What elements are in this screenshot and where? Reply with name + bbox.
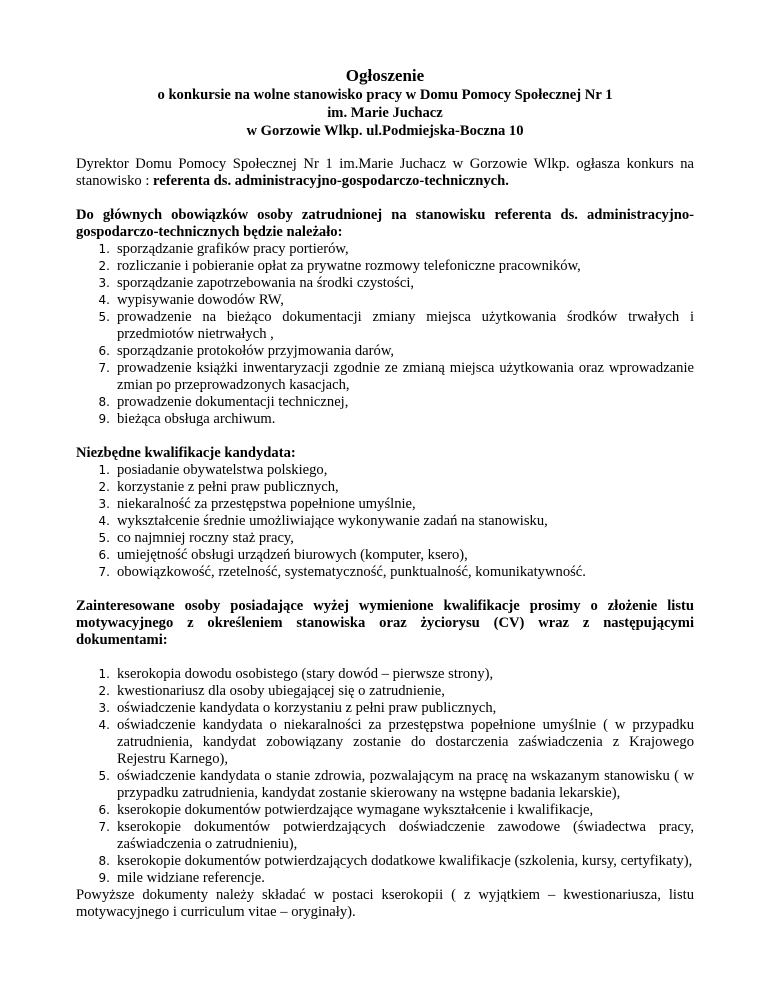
list-item-number: 7.: [98, 565, 110, 579]
intro-paragraph: [76, 156, 694, 190]
list-item-number: 1.: [98, 463, 110, 477]
list-item: [76, 411, 694, 428]
qualifications-heading: Niezbędne kwalifikacje kandydata:: [76, 445, 296, 461]
list-item: [76, 513, 694, 530]
list-item: [76, 530, 694, 547]
list-item-text: sporządzanie grafików pracy portierów,: [117, 241, 349, 257]
list-item-number: 8.: [98, 854, 110, 868]
list-item-number: 6.: [98, 344, 110, 358]
list-item-number: 7.: [98, 820, 110, 834]
subtitle-line-3: w Gorzowie Wlkp. ul.Podmiejska-Boczna 10: [246, 123, 524, 139]
list-item-text: oświadczenie kandydata o stanie zdrowia, pozwalającym na pracę na wskazanym stanowisku ( w przypadku zatrudnienia, kandydat zostanie skierowany na wstępne badania lekarskie),: [117, 768, 694, 801]
document-page: [76, 66, 694, 921]
list-item-number: 3.: [98, 701, 110, 715]
list-item: [76, 547, 694, 564]
list-item: [76, 309, 694, 343]
list-item: [76, 462, 694, 479]
document-title: Ogłoszenie: [345, 66, 425, 85]
list-item: [76, 683, 694, 700]
list-item-text: prowadzenie na bieżąco dokumentacji zmiany miejsca użytkowania środków trwałych i przedmiotów nietrwałych ,: [117, 309, 694, 342]
list-item-text: korzystanie z pełni praw publicznych,: [117, 479, 339, 495]
subtitle-line-2: im. Marie Juchacz: [327, 105, 443, 121]
list-item-text: prowadzenie książki inwentaryzacji zgodnie ze zmianą miejsca użytkowania oraz wprowadzanie zmian po przeprowadzonych kasacjach,: [117, 360, 694, 393]
documents-heading: Zainteresowane osoby posiadające wyżej wymienione kwalifikacje prosimy o złożenie listu motywacyjnego z określeniem stanowiska oraz życiorysu (CV) wraz z następującymi dokumentami:: [76, 598, 694, 648]
subtitle-line-1: o konkursie na wolne stanowisko pracy w Domu Pomocy Społecznej Nr 1: [157, 87, 613, 103]
list-item-text: kwestionariusz dla osoby ubiegającej się o zatrudnienie,: [117, 683, 445, 699]
list-item-text: kserokopie dokumentów potwierdzające wymagane wykształcenie i kwalifikacje,: [117, 802, 594, 818]
list-item-number: 6.: [98, 803, 110, 817]
documents-list: [76, 666, 694, 887]
list-item-number: 2.: [98, 684, 110, 698]
list-item: [76, 802, 694, 819]
list-item-text: kserokopie dokumentów potwierdzających doświadczenie zawodowe (świadectwa pracy, zaświadczenia o zatrudnieniu),: [117, 819, 694, 852]
list-item-text: obowiązkowość, rzetelność, systematyczność, punktualność, komunikatywność.: [117, 564, 586, 580]
list-item-text: prowadzenie dokumentacji technicznej,: [117, 394, 349, 410]
list-item-number: 2.: [98, 259, 110, 273]
list-item: [76, 700, 694, 717]
list-item: [76, 241, 694, 258]
list-item-number: 5.: [98, 769, 110, 783]
list-item-text: umiejętność obsługi urządzeń biurowych (komputer, ksero),: [117, 547, 468, 563]
list-item-text: bieżąca obsługa archiwum.: [117, 411, 276, 427]
list-item-text: sporządzanie protokołów przyjmowania darów,: [117, 343, 395, 359]
list-item-text: kserokopie dokumentów potwierdzających dodatkowe kwalifikacje (szkolenia, kursy, certyfikaty),: [117, 853, 693, 869]
list-item-text: posiadanie obywatelstwa polskiego,: [117, 462, 328, 478]
list-item-text: wykształcenie średnie umożliwiające wykonywanie zadań na stanowisku,: [117, 513, 548, 529]
list-item-number: 1.: [98, 242, 110, 256]
list-item-number: 7.: [98, 361, 110, 375]
list-item-text: wypisywanie dowodów RW,: [117, 292, 284, 308]
list-item-number: 3.: [98, 497, 110, 511]
list-item-number: 9.: [98, 871, 110, 885]
list-item-number: 5.: [98, 310, 110, 324]
list-item-number: 6.: [98, 548, 110, 562]
duties-list: [76, 241, 694, 428]
list-item-number: 4.: [98, 514, 110, 528]
list-item: [76, 717, 694, 768]
footer-paragraph: Powyższe dokumenty należy składać w postaci kserokopii ( z wyjątkiem – kwestionariusza, listu motywacyjnego i curriculum vitae – oryginały).: [76, 887, 694, 920]
list-item: [76, 768, 694, 802]
list-item-text: mile widziane referencje.: [117, 870, 265, 886]
list-item-text: co najmniej roczny staż pracy,: [117, 530, 294, 546]
list-item-number: 3.: [98, 276, 110, 290]
list-item-number: 2.: [98, 480, 110, 494]
list-item: [76, 343, 694, 360]
intro-text: Dyrektor Domu Pomocy Społecznej Nr 1 im.Marie Juchacz w Gorzowie Wlkp. ogłasza konkurs na stanowisko :: [76, 156, 694, 189]
list-item: [76, 819, 694, 853]
list-item: [76, 292, 694, 309]
list-item-text: niekaralność za przestępstwa popełnione umyślnie,: [117, 496, 416, 512]
list-item: [76, 853, 694, 870]
list-item: [76, 360, 694, 394]
list-item: [76, 479, 694, 496]
list-item-number: 5.: [98, 531, 110, 545]
list-item: [76, 870, 694, 887]
list-item-number: 9.: [98, 412, 110, 426]
list-item: [76, 666, 694, 683]
list-item-text: oświadczenie kandydata o niekaralności za przestępstwa popełnione umyślnie ( w przypadku zatrudnienia, kandydat zobowiązany zostanie do dostarczenia zaświadczenia z Krajowego Rejestru Karnego),: [117, 717, 694, 767]
list-item-number: 1.: [98, 667, 110, 681]
list-item-text: oświadczenie kandydata o korzystaniu z pełni praw publicznych,: [117, 700, 497, 716]
list-item: [76, 564, 694, 581]
list-item-number: 8.: [98, 395, 110, 409]
intro-position: referenta ds. administracyjno-gospodarczo-technicznych.: [153, 173, 509, 189]
list-item-text: sporządzanie zapotrzebowania na środki czystości,: [117, 275, 415, 291]
list-item-number: 4.: [98, 718, 110, 732]
list-item-text: kserokopia dowodu osobistego (stary dowód – pierwsze strony),: [117, 666, 494, 682]
list-item: [76, 275, 694, 292]
list-item-text: rozliczanie i pobieranie opłat za prywatne rozmowy telefoniczne pracowników,: [117, 258, 581, 274]
list-item: [76, 496, 694, 513]
list-item-number: 4.: [98, 293, 110, 307]
qualifications-list: [76, 462, 694, 581]
duties-heading: Do głównych obowiązków osoby zatrudnionej na stanowisku referenta ds. administracyjno-gospodarczo-technicznych będzie należało:: [76, 207, 694, 240]
list-item: [76, 258, 694, 275]
list-item: [76, 394, 694, 411]
